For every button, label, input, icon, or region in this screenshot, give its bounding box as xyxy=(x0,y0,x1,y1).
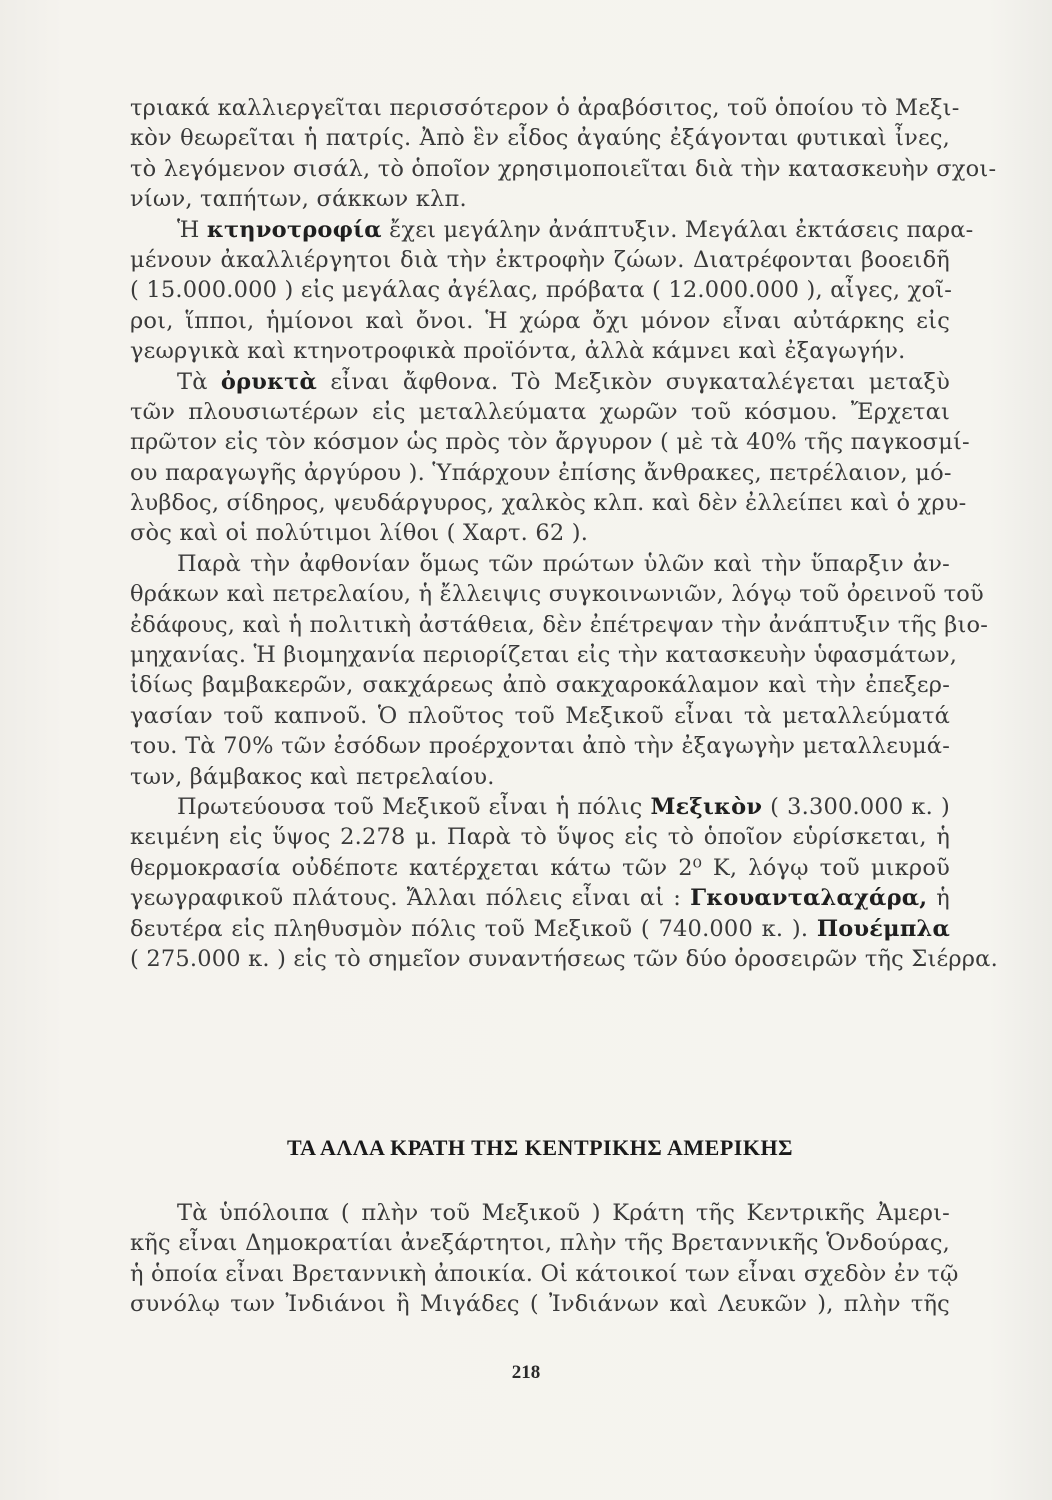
text-line xyxy=(130,792,950,822)
text-line: των, βάμβακος καὶ πετρελαίου. xyxy=(130,763,495,790)
text-fragment: Ἡ xyxy=(177,216,207,243)
text-line: τριακά καλλιεργεῖται περισσότερον ὁ ἀραβόσιτος, τοῦ ὁποίου τὸ Μεξι- xyxy=(130,95,960,121)
text-line: Τὰ ὑπόλοιπα ( πλὴν τοῦ Μεξικοῦ ) Κράτη τῆς Κεντρικῆς Ἀμερι- xyxy=(177,1200,950,1226)
text-line xyxy=(130,883,950,913)
text-line: θερμοκρασία οὐδέποτε κατέρχεται κάτω τῶν 2⁰ Κ, λόγῳ τοῦ μικροῦ xyxy=(130,854,950,881)
text-fragment: ἔχει μεγάλην ἀνάπτυξιν. Μεγάλαι ἐκτάσεις παρα- xyxy=(381,216,974,243)
text-line: συνόλῳ των Ἰνδιάνοι ἢ Μιγάδες ( Ἰνδιάνων καὶ Λευκῶν ), πλὴν τῆς xyxy=(130,1291,950,1318)
city-mexico: Μεξικὸν xyxy=(650,793,763,820)
section-heading: ΤΑ ΑΛΛΑ ΚΡΑΤΗ ΤΗΣ ΚΕΝΤΡΙΚΗΣ ΑΜΕΡΙΚΗΣ xyxy=(287,1135,793,1160)
text-line: ροι, ἵπποι, ἡμίονοι καὶ ὄνοι. Ἡ χώρα ὄχι μόνον εἶναι αὐτάρκης εἰς xyxy=(130,307,950,334)
text-line: μηχανίας. Ἡ βιομηχανία περιορίζεται εἰς τὴν κατασκευὴν ὑφασμάτων, xyxy=(130,642,958,669)
text-line: σὸς καὶ οἱ πολύτιμοι λίθοι ( Χαρτ. 62 ). xyxy=(130,520,589,547)
text-line: πρῶτον εἰς τὸν κόσμον ὡς πρὸς τὸν ἄργυρον ( μὲ τὰ 40% τῆς παγκοσμί- xyxy=(130,429,970,456)
text-fragment: ( 3.300.000 κ. ) xyxy=(762,793,950,820)
text-line: γασίαν τοῦ καπνοῦ. Ὁ πλοῦτος τοῦ Μεξικοῦ εἶναι τὰ μεταλλεύματά xyxy=(130,702,950,729)
text-line: λυβδος, σίδηρος, ψευδάργυρος, χαλκὸς κλπ. καὶ δὲν ἐλλείπει καὶ ὁ χρυ- xyxy=(130,490,967,517)
text-fragment: εἶναι ἄφθονα. Τὸ Μεξικὸν συγκαταλέγεται μεταξὺ xyxy=(317,368,950,395)
text-line: ἡ ὁποία εἶναι Βρεταννικὴ ἀποικία. Οἱ κάτοικοί των εἶναι σχεδὸν ἐν τῷ xyxy=(130,1260,959,1287)
text-line: ου παραγωγῆς ἀργύρου ). Ὑπάρχουν ἐπίσης ἄνθρακες, πετρέλαιον, μό- xyxy=(130,459,952,486)
text-line: τῶν πλουσιωτέρων εἰς μεταλλεύματα χωρῶν τοῦ κόσμου. Ἔρχεται xyxy=(130,398,950,425)
text-line: γεωργικὰ καὶ κτηνοτροφικὰ προϊόντα, ἀλλὰ κάμνει καὶ ἐξαγωγήν. xyxy=(130,338,906,365)
text-line xyxy=(130,367,950,397)
text-fragment: ἡ xyxy=(927,885,950,912)
text-line xyxy=(130,914,950,944)
page-number: 218 xyxy=(511,1362,541,1383)
text-line: θράκων καὶ πετρελαίου, ἡ ἔλλειψις συγκοινωνιῶν, λόγῳ τοῦ ὀρεινοῦ τοῦ xyxy=(130,581,984,608)
text-line xyxy=(130,215,974,245)
text-fragment: δευτέρα εἰς πληθυσμὸν πόλις τοῦ Μεξικοῦ ( 740.000 κ. ). xyxy=(130,915,817,942)
text-line: ἰδίως βαμβακερῶν, σακχάρεως ἀπὸ σακχαροκάλαμον καὶ τὴν ἐπεξερ- xyxy=(130,672,950,699)
text-line: νίων, ταπήτων, σάκκων κλπ. xyxy=(130,186,467,213)
text-line: κειμένη εἰς ὕψος 2.278 μ. Παρὰ τὸ ὕψος εἰς τὸ ὁποῖον εὑρίσκεται, ἡ xyxy=(130,824,950,851)
text-fragment: γεωγραφικοῦ πλάτους. Ἄλλαι πόλεις εἶναι αἱ : xyxy=(130,885,682,912)
text-line: του. Τὰ 70% τῶν ἐσόδων προέρχονται ἀπὸ τὴν ἐξαγωγὴν μεταλλευμά- xyxy=(130,733,950,760)
text-line: ( 15.000.000 ) εἰς μεγάλας ἀγέλας, πρόβατα ( 12.000.000 ), αἶγες, χοῖ- xyxy=(130,277,953,304)
term-minerals: ὀρυκτὰ xyxy=(220,368,318,395)
text-line: κὸν θεωρεῖται ἡ πατρίς. Ἀπὸ ἓν εἶδος ἀγαύης ἐξάγονται φυτικαὶ ἶνες, xyxy=(130,125,950,152)
term-livestock: κτηνοτροφία xyxy=(206,216,382,243)
text-line: κῆς εἶναι Δημοκρατίαι ἀνεξάρτητοι, πλὴν τῆς Βρεταννικῆς Ὁνδούρας, xyxy=(130,1230,950,1257)
text-line: ἐδάφους, καὶ ἡ πολιτικὴ ἀστάθεια, δὲν ἐπέτρεψαν τὴν ἀνάπτυξιν τῆς βιο- xyxy=(130,611,989,638)
text-line: ( 275.000 κ. ) εἰς τὸ σημεῖον συναντήσεως τῶν δύο ὀροσειρῶν τῆς Σιέρρα. xyxy=(130,945,998,972)
text-fragment: Πρωτεύουσα τοῦ Μεξικοῦ εἶναι ἡ πόλις xyxy=(177,793,651,820)
text-line: τὸ λεγόμενον σισάλ, τὸ ὁποῖον χρησιμοποιεῖται διὰ τὴν κατασκευὴν σχοι- xyxy=(130,155,997,182)
text-line: Παρὰ τὴν ἀφθονίαν ὅμως τῶν πρώτων ὑλῶν καὶ τὴν ὕπαρξιν ἀν- xyxy=(177,550,950,577)
mexico-economy-text xyxy=(130,93,998,974)
city-puebla: Πουέμπλα xyxy=(816,915,950,942)
text-fragment: Τὰ xyxy=(177,368,221,395)
city-guadalajara: Γκουανταλαχάρα, xyxy=(690,885,928,912)
text-line: μένουν ἀκαλλιέργητοι διὰ τὴν ἐκτροφὴν ζώων. Διατρέφονται βοοειδῆ xyxy=(130,246,950,273)
central-america-text xyxy=(130,1198,959,1320)
